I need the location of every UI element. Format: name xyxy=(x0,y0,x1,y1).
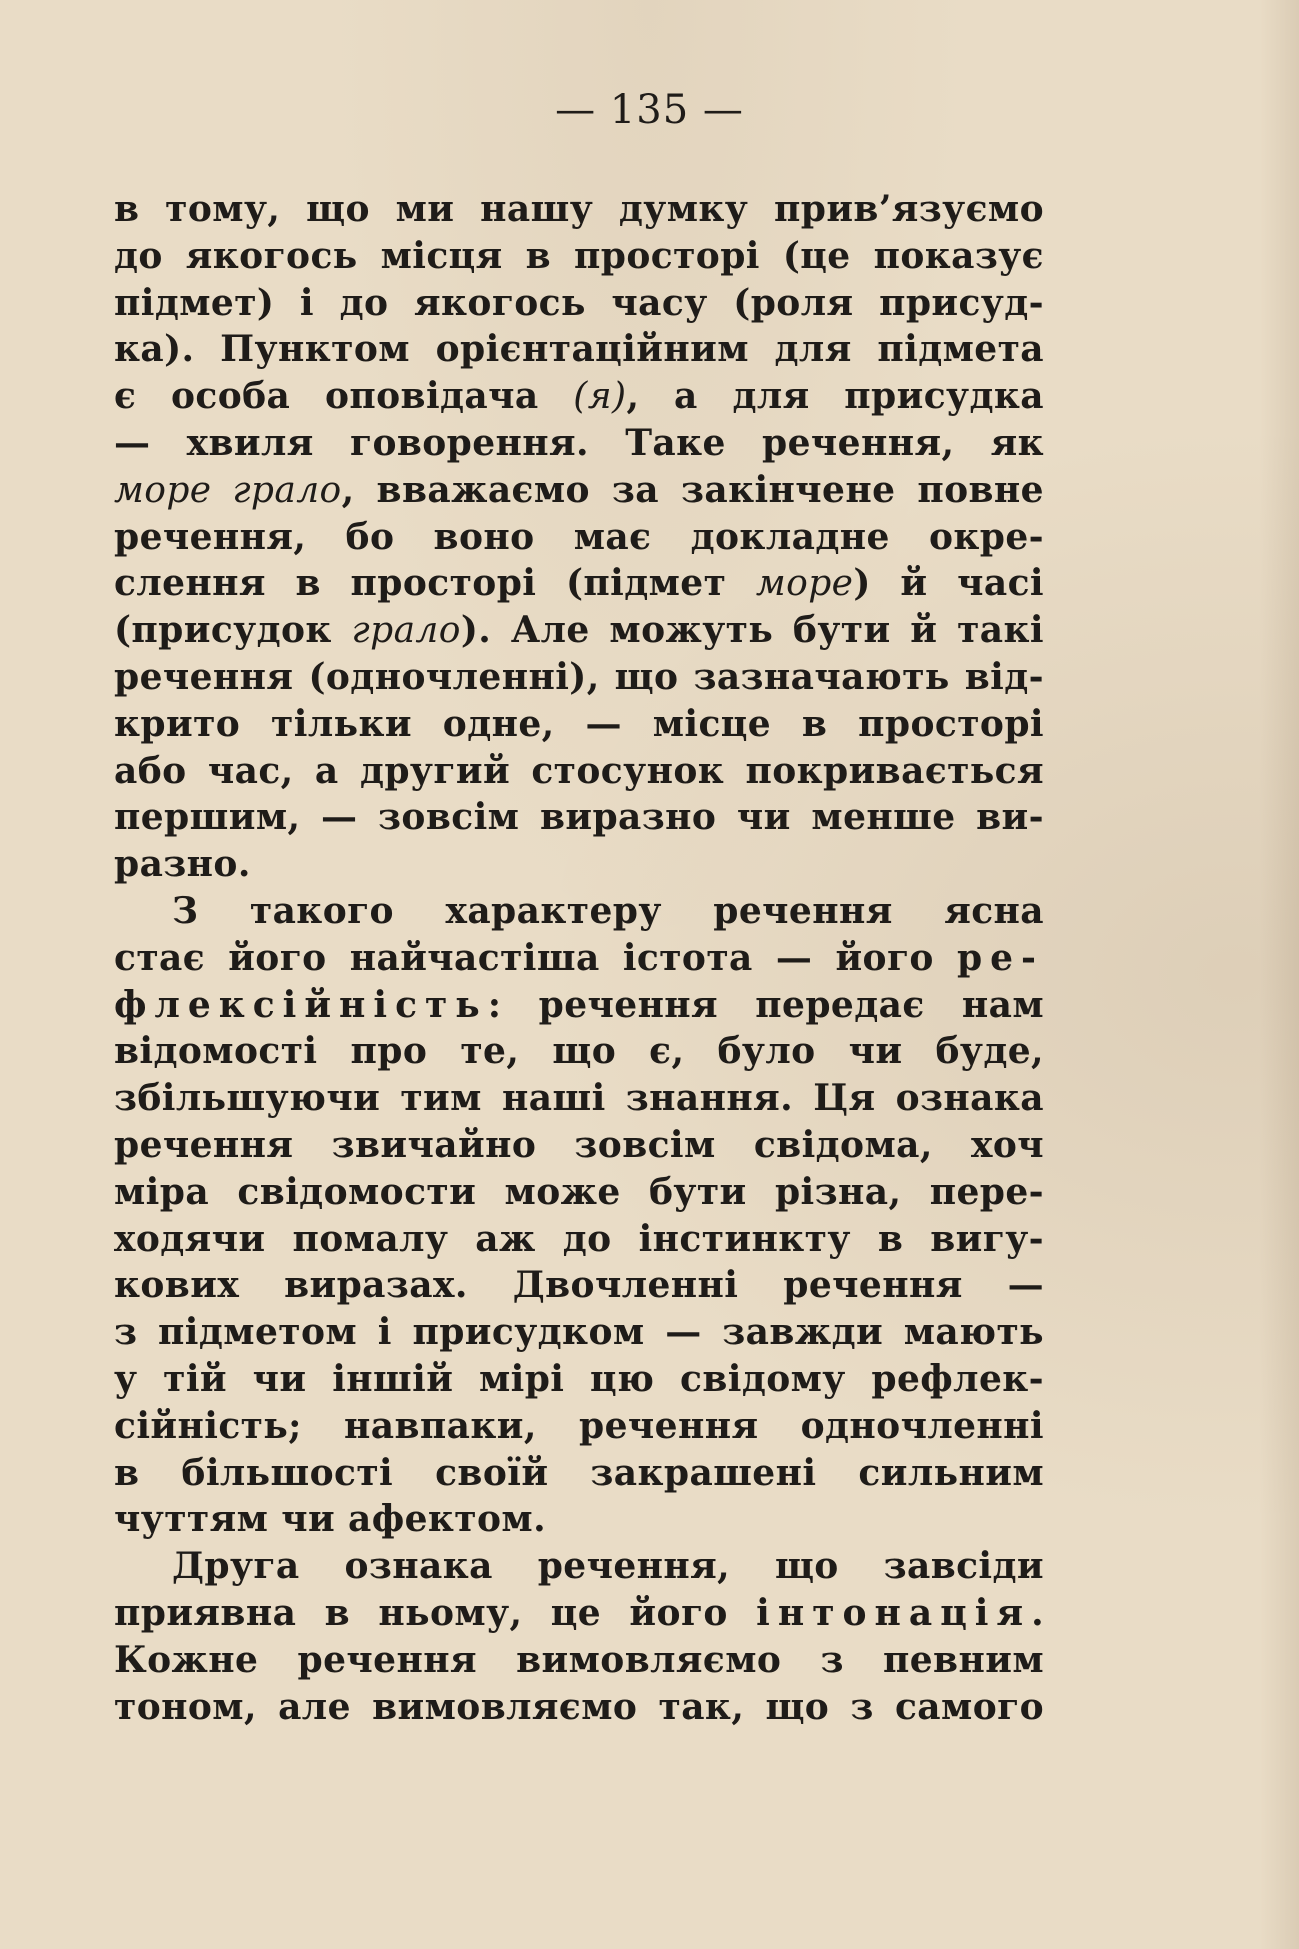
text-span: ). Але можуть бути й такі xyxy=(460,609,1044,652)
text-line xyxy=(114,607,1044,654)
text-span: крито тільки одне, — місце в просторі xyxy=(114,702,1044,745)
text-span: Кожне речення вимовляємо з певним xyxy=(114,1638,1044,1681)
text-span: або час, а другий стосунок покривається xyxy=(114,749,1044,792)
italic-text: море xyxy=(755,563,854,605)
text-span: речення, бо воно має докладне окре- xyxy=(114,515,1044,558)
text-span: речення звичайно зовсім свідома, хоч xyxy=(114,1123,1044,1166)
text-line xyxy=(114,1496,1044,1543)
text-line xyxy=(114,1590,1044,1637)
text-line xyxy=(114,888,1044,935)
text-line xyxy=(114,1216,1044,1263)
text-span: ) й часі xyxy=(853,562,1044,605)
text-span: сійність; навпаки, речення одночленні xyxy=(114,1404,1044,1447)
spaced-emphasis-text: інтонація xyxy=(756,1591,1032,1634)
text-span: стає його найчастіша істота — його xyxy=(114,936,957,979)
text-span: Друга ознака речення, що завсіди xyxy=(172,1545,1044,1588)
text-span: підмет) і до якогось часу (роля присуд- xyxy=(114,281,1044,324)
text-line xyxy=(114,701,1044,748)
page-number: — 135 — xyxy=(555,87,744,133)
text-line xyxy=(114,841,1044,888)
text-line xyxy=(114,1543,1044,1590)
text-span: (присудок xyxy=(114,609,352,652)
text-span: З такого характеру речення ясна xyxy=(172,889,1044,932)
text-span: речення (одночленні), що зазначають від- xyxy=(114,655,1044,698)
spaced-emphasis-text: ре- xyxy=(956,936,1044,979)
text-line xyxy=(114,654,1044,701)
text-span: . xyxy=(1031,1591,1044,1634)
text-line xyxy=(114,373,1044,420)
text-span: з підметом і присудком — завжди мають xyxy=(114,1311,1044,1354)
text-span: в більшості своїй закрашені сильним xyxy=(114,1451,1044,1494)
text-line xyxy=(114,748,1044,795)
text-span: , вважаємо за закінчене повне xyxy=(341,468,1044,511)
text-line xyxy=(114,467,1044,514)
text-span: , а для присудка xyxy=(626,375,1045,418)
text-span: міра свідомости може бути різна, пере- xyxy=(114,1170,1044,1213)
text-line xyxy=(114,280,1044,327)
text-span: першим, — зовсім виразно чи менше ви- xyxy=(114,796,1044,839)
italic-text: море грало xyxy=(114,469,342,511)
text-line xyxy=(114,420,1044,467)
text-span: приявна в ньому, це його xyxy=(114,1591,757,1634)
text-span: тоном, але вимовляємо так, що з самого xyxy=(114,1685,1044,1728)
text-line xyxy=(114,935,1044,982)
text-line xyxy=(114,514,1044,561)
page-edge-shade xyxy=(1259,0,1299,1949)
text-span: ка). Пунктом орієнтаційним для підмета xyxy=(114,328,1044,371)
text-line xyxy=(114,1356,1044,1403)
text-span: разно. xyxy=(114,843,251,886)
text-span: є особа оповідача xyxy=(114,375,574,418)
text-span: слення в просторі (підмет xyxy=(114,562,756,605)
text-line xyxy=(114,1637,1044,1684)
text-line xyxy=(114,794,1044,841)
spaced-emphasis-text: флексійність xyxy=(114,983,488,1026)
text-span: ходячи помалу аж до інстинкту в вигу- xyxy=(114,1217,1044,1260)
text-line xyxy=(114,1684,1044,1731)
text-line xyxy=(114,1028,1044,1075)
text-span: чуттям чи афектом. xyxy=(114,1498,547,1541)
text-line xyxy=(114,326,1044,373)
text-line xyxy=(114,1075,1044,1122)
text-line xyxy=(114,1122,1044,1169)
italic-text: (я) xyxy=(573,376,627,418)
text-line xyxy=(114,560,1044,607)
text-line xyxy=(114,1450,1044,1497)
text-span: відомості про те, що є, було чи буде, xyxy=(114,1030,1044,1073)
italic-text: грало xyxy=(351,610,461,652)
text-line xyxy=(114,1309,1044,1356)
text-span: до якогось місця в просторі (це показує xyxy=(114,234,1044,277)
text-line xyxy=(114,982,1044,1029)
text-line xyxy=(114,1169,1044,1216)
text-line xyxy=(114,1262,1044,1309)
text-span: у тій чи іншій мірі цю свідому рефлек- xyxy=(114,1357,1044,1400)
text-span: в тому, що ми нашу думку прив’язуємо xyxy=(114,188,1044,230)
body-text xyxy=(114,186,1044,1730)
text-span: — хвиля говорення. Таке речення, як xyxy=(114,421,1044,464)
text-line xyxy=(114,186,1044,233)
text-span: збільшуючи тим наші знання. Ця ознака xyxy=(114,1077,1044,1120)
text-line xyxy=(114,233,1044,280)
text-line xyxy=(114,1403,1044,1450)
text-span: : речення передає нам xyxy=(487,983,1044,1026)
text-span: кових виразах. Двочленні речення — xyxy=(114,1264,1044,1307)
